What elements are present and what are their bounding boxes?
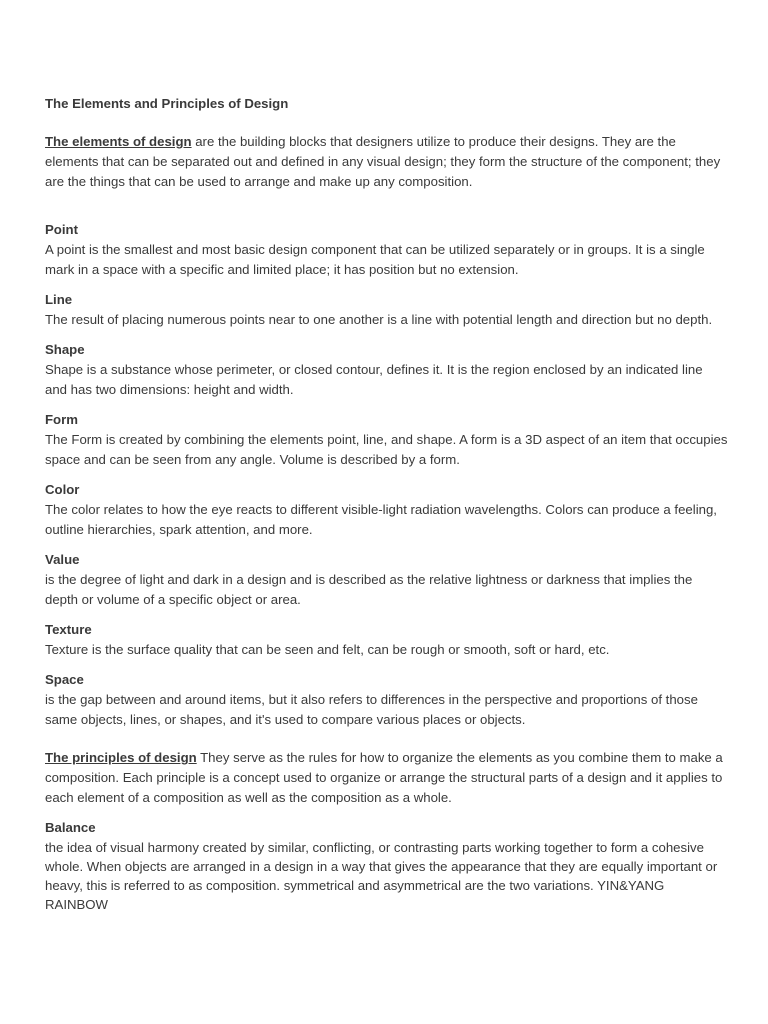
page-title: The Elements and Principles of Design <box>45 96 289 111</box>
section-form <box>45 410 728 470</box>
section-body: A point is the smallest and most basic design component that can be utilized separately or in groups. It is a single mark in a space with a specific and limited place; it has position but no extension. <box>45 242 705 277</box>
section-texture <box>45 620 728 660</box>
section-body: is the gap between and around items, but it also refers to differences in the perspective and proportions of those same objects, lines, or shapes, and it's used to compare various places or objects. <box>45 692 698 727</box>
principles-intro-text: They serve as the rules for how to organize the elements as you combine them to make a composition. Each principle is a concept used to organize or arrange the structural parts of a design and it applies to each element of a composition as well as the composition as a whole. <box>45 750 723 805</box>
section-body: The Form is created by combining the elements point, line, and shape. A form is a 3D aspect of an item that occupies space and can be seen from any angle. Volume is described by a form. <box>45 432 728 467</box>
section-space <box>45 670 728 730</box>
section-body: The result of placing numerous points near to one another is a line with potential length and direction but no depth. <box>45 312 713 327</box>
section-body: The color relates to how the eye reacts to different visible-light radiation wavelengths. Colors can produce a feeling, outline hierarchies, spark attention, and more. <box>45 502 717 537</box>
elements-intro-text: are the building blocks that designers utilize to produce their designs. They are the elements that can be separated out and defined in any visual design; they form the structure of the component; they are the things that can be used to arrange and make up any composition. <box>45 134 721 189</box>
elements-intro-lead: The elements of design <box>45 134 192 149</box>
section-balance <box>45 818 728 914</box>
elements-intro-paragraph <box>45 132 728 192</box>
section-value <box>45 550 728 610</box>
section-heading: Line <box>45 292 73 307</box>
section-heading: Form <box>45 412 78 427</box>
section-heading: Space <box>45 672 84 687</box>
section-heading: Shape <box>45 342 85 357</box>
section-body: the idea of visual harmony created by similar, conflicting, or contrasting parts working together to form a cohesive whole. When objects are arranged in a design in a way that gives the appearance that they are equally important or heavy, this is referred to as composition. symmetrical and asymmetrical are the two variations. YIN&YANG RAINBOW <box>45 840 718 912</box>
section-heading: Point <box>45 222 78 237</box>
section-point <box>45 220 728 280</box>
section-shape <box>45 340 728 400</box>
section-heading: Balance <box>45 820 96 835</box>
section-heading: Color <box>45 482 80 497</box>
principles-intro-paragraph <box>45 748 728 808</box>
section-color <box>45 480 728 540</box>
principles-intro-lead: The principles of design <box>45 750 197 765</box>
section-line <box>45 290 728 330</box>
section-heading: Texture <box>45 622 92 637</box>
section-body: Shape is a substance whose perimeter, or closed contour, defines it. It is the region enclosed by an indicated line and has two dimensions: height and width. <box>45 362 703 397</box>
section-body: Texture is the surface quality that can be seen and felt, can be rough or smooth, soft or hard, etc. <box>45 642 610 657</box>
section-body: is the degree of light and dark in a design and is described as the relative lightness or darkness that implies the depth or volume of a specific object or area. <box>45 572 693 607</box>
section-heading: Value <box>45 552 80 567</box>
